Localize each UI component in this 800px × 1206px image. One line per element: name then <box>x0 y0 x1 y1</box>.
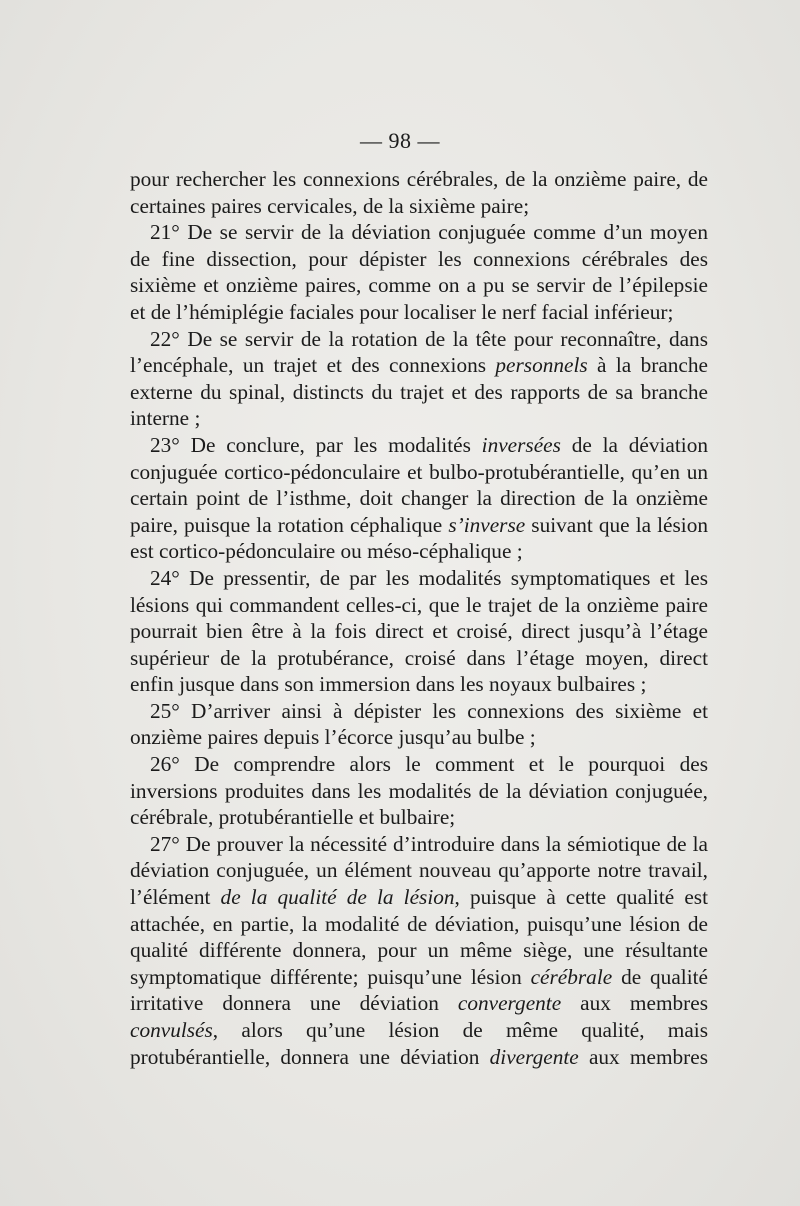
text-segment: 24° De pressentir, de par les modalités symptomatiques et les lésions qui commandent celles-ci, que le trajet de la onzième paire pourrait bien être à la fois direct et croisé, direct jusqu’à l’étage supérieur de la protubérance, croisé dans l’étage moyen, direct enfin jusque dans son immersion dans les noyaux bulbaires ; <box>130 565 708 697</box>
italic-text: divergente <box>489 1044 579 1069</box>
text-segment: pour rechercher les connexions cérébrales, de la onzième paire, de certaines paires cervicales, de la sixième paire; <box>130 167 708 218</box>
paragraph-26 <box>130 751 708 831</box>
text-segment: de qualité irritative donnera une déviation <box>130 964 708 1016</box>
text-segment: aux membres <box>578 1044 708 1069</box>
body-text <box>130 166 708 1070</box>
paragraph-22 <box>130 326 708 432</box>
italic-text: cérébrale <box>530 964 613 989</box>
italic-text: convulsés <box>130 1018 213 1042</box>
text-segment: aux membres <box>561 991 708 1016</box>
text-segment: 23° De conclure, par les modalités <box>150 432 482 457</box>
italic-text: s’inverse <box>448 512 526 537</box>
page-number: — 98 — <box>360 128 440 153</box>
italic-text: inversées <box>481 432 561 457</box>
italic-text: de la qualité de la lésion <box>220 885 455 910</box>
paragraph-continuation <box>130 166 708 219</box>
text-segment: 21° De se servir de la déviation conjuguée comme d’un moyen de fine dissection, pour dépister les connexions cérébrales des sixième et onzième paires, comme on a pu se servir de l’épilepsie et de l’hémiplégie faciales pour localiser le nerf facial inférieur; <box>130 220 708 324</box>
text-segment: à la branche externe du spinal, distincts du trajet et des rapports de sa branche interne ; <box>130 353 708 431</box>
italic-text: personnels <box>495 353 588 378</box>
paragraph-24 <box>130 565 708 698</box>
text-segment: suivant que la lésion est cortico-pédonculaire ou méso-céphalique ; <box>130 512 708 564</box>
text-segment: 22° De se servir de la rotation de la tête pour reconnaître, dans l’encéphale, un trajet et des connexions <box>130 326 708 378</box>
paragraph-21 <box>130 219 708 325</box>
italic-text: convergente <box>457 991 562 1016</box>
paragraph-25 <box>130 698 708 751</box>
paragraph-23 <box>130 432 708 565</box>
text-segment: 27° De prouver la nécessité d’introduire dans la sémiotique de la déviation conjuguée, un élément nouveau qu’apporte notre travail, l’élément <box>130 831 708 910</box>
text-segment: 26° De comprendre alors le comment et le pourquoi des inversions produites dans les modalités de la déviation conjuguée, cérébrale, protubérantielle et bulbaire; <box>130 752 708 830</box>
paragraph-27 <box>130 831 708 1070</box>
text-segment: 25° D’arriver ainsi à dépister les connexions des sixième et onzième paires depuis l’écorce jusqu’au bulbe ; <box>130 698 708 750</box>
text-segment: , alors qu’une lésion de même qualité, mais protubérantielle, donnera une déviation <box>130 1018 708 1069</box>
text-segment: , puisque à cette qualité est attachée, en partie, la modalité de déviation, puisqu’une lésion de qualité différente donnera, pour un même siège, une résultante symptomatique différente; puisqu’une lésion <box>130 885 708 989</box>
text-segment: de la déviation conjuguée cortico-pédonculaire et bulbo-protubérantielle, qu’en un certain point de l’isthme, doit changer la direction de la onzième paire, puisque la rotation céphalique <box>130 432 708 537</box>
